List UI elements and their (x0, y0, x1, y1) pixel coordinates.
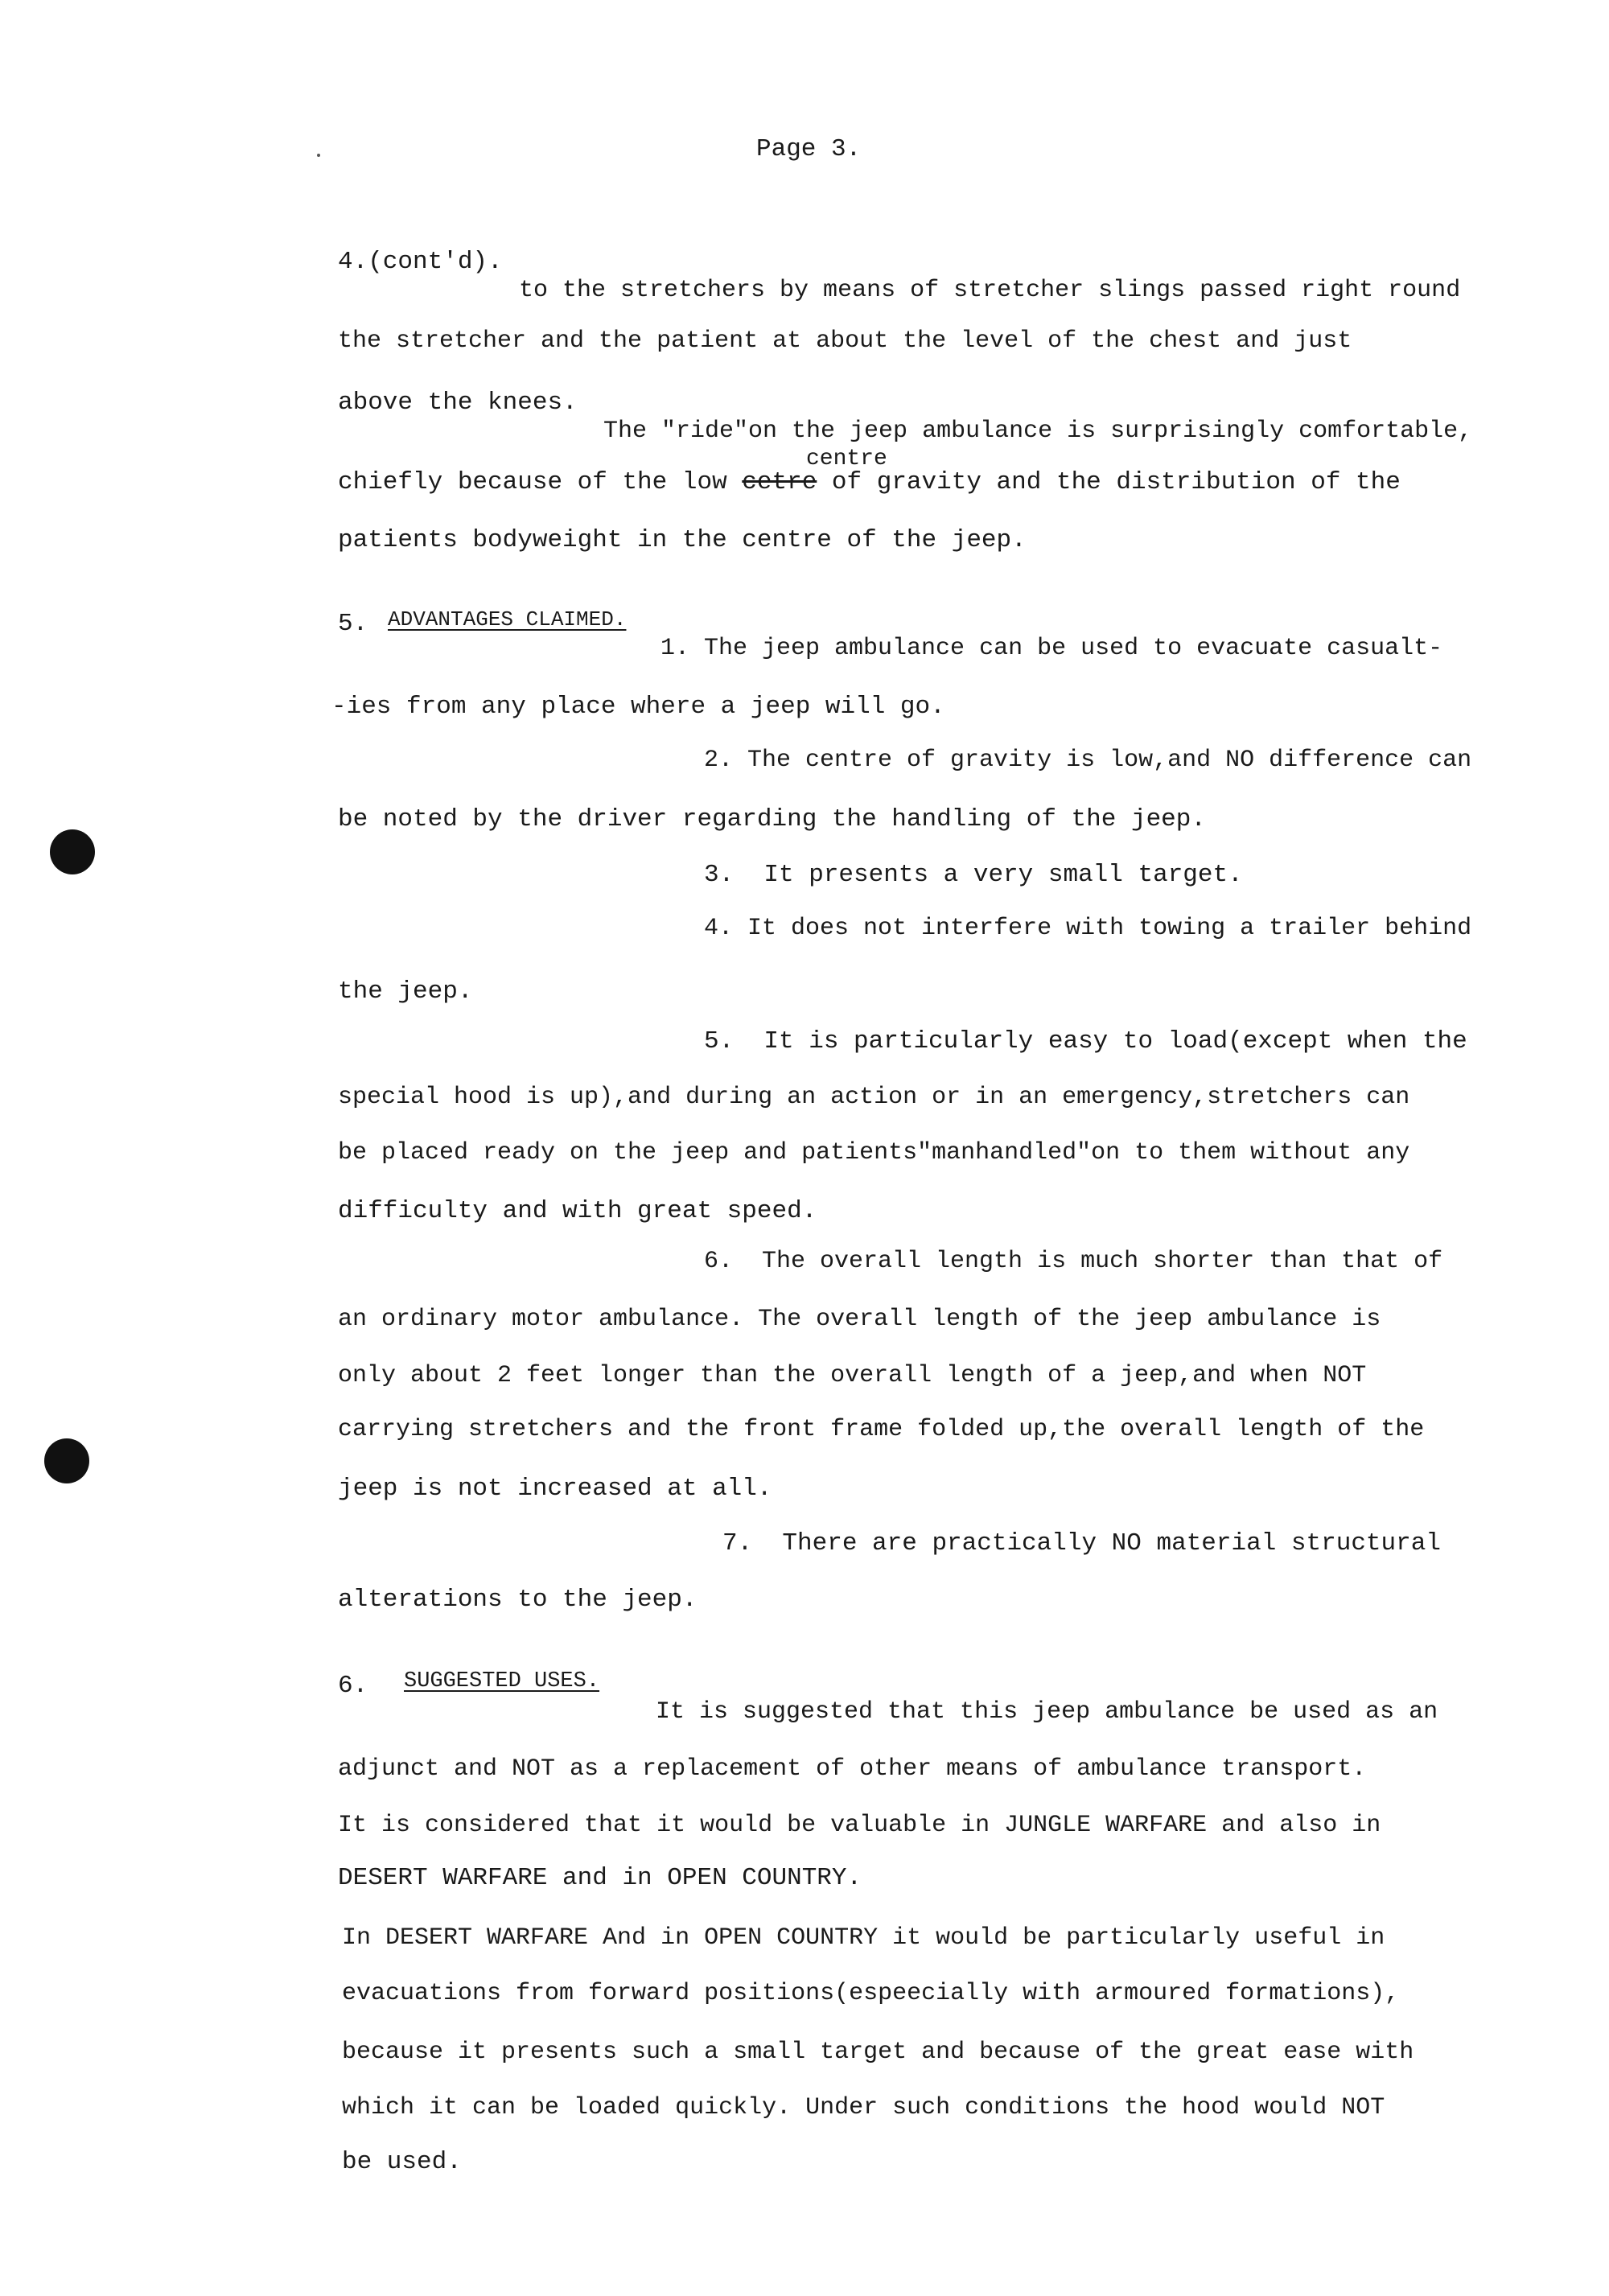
uses-line-4: DESERT WARFARE and in OPEN COUNTRY. (338, 1864, 862, 1892)
uses-line-2: adjunct and NOT as a replacement of other means of ambulance transport. (338, 1755, 1367, 1783)
gravity-line-after: of gravity and the distribution of the (817, 468, 1401, 496)
advantage-line-17: 7. There are practically NO material structural (722, 1529, 1441, 1557)
uses-line-5: In DESERT WARFARE And in OPEN COUNTRY it would be particularly useful in (342, 1924, 1385, 1952)
advantage-line-14: only about 2 feet longer than the overall length of a jeep,and when NOT (338, 1362, 1367, 1389)
advantage-line-8: 5. It is particularly easy to load(except when the (704, 1027, 1467, 1055)
section-4-line-1: to the stretchers by means of stretcher slings passed right round (519, 277, 1461, 304)
advantage-line-4: be noted by the driver regarding the handling of the jeep. (338, 805, 1206, 833)
paper-speck (317, 154, 320, 157)
advantage-line-1: 1. The jeep ambulance can be used to evacuate casualt- (660, 635, 1443, 662)
uses-line-3: It is considered that it would be valuable in JUNGLE WARFARE and also in (338, 1812, 1381, 1839)
advantage-line-3: 2. The centre of gravity is low,and NO difference can (704, 747, 1472, 774)
advantage-line-9: special hood is up),and during an action or in an emergency,stretchers can (338, 1084, 1410, 1111)
advantage-line-13: an ordinary motor ambulance. The overall length of the jeep ambulance is (338, 1306, 1381, 1333)
advantage-line-16: jeep is not increased at all. (338, 1475, 772, 1503)
section-4-last-line: patients bodyweight in the centre of the jeep. (338, 526, 1027, 554)
uses-line-1: It is suggested that this jeep ambulance be used as an (656, 1698, 1438, 1726)
advantage-line-2: -ies from any place where a jeep will go. (331, 693, 945, 721)
section-4-number: 4.(cont'd). (338, 248, 503, 276)
uses-line-7: because it presents such a small target and because of the great ease with (342, 2039, 1414, 2066)
struck-word: cetre (742, 468, 817, 496)
advantage-line-11: difficulty and with great speed. (338, 1197, 817, 1225)
section-5-number: 5. (338, 610, 368, 638)
section-4-ride-line: The "ride"on the jeep ambulance is surprisingly comfortable, (603, 418, 1473, 445)
uses-line-6: evacuations from forward positions(espeecially with armoured formations), (342, 1980, 1400, 2007)
insert-word-centre: centre (806, 446, 887, 471)
advantage-line-15: carrying stretchers and the front frame folded up,the overall length of the (338, 1416, 1425, 1443)
punch-hole-top (50, 829, 95, 874)
advantage-line-6: 4. It does not interfere with towing a trailer behind (704, 915, 1472, 942)
gravity-line-before: chiefly because of the low (338, 468, 743, 496)
section-5-heading: ADVANTAGES CLAIMED. (388, 607, 627, 632)
page-header: Page 3. (756, 135, 862, 163)
section-4-line-2: the stretcher and the patient at about the level of the chest and just (338, 327, 1352, 355)
section-4-gravity-line (338, 470, 1401, 495)
advantage-line-18: alterations to the jeep. (338, 1586, 698, 1614)
punch-hole-bottom (44, 1438, 89, 1483)
advantage-line-7: the jeep. (338, 977, 473, 1006)
advantage-line-10: be placed ready on the jeep and patients"manhandled"on to them without any (338, 1139, 1410, 1167)
section-4-line-3: above the knees. (338, 389, 578, 417)
uses-line-9: be used. (342, 2148, 462, 2176)
uses-line-8: which it can be loaded quickly. Under such conditions the hood would NOT (342, 2094, 1385, 2121)
section-6-heading: SUGGESTED USES. (404, 1669, 600, 1693)
advantage-line-5: 3. It presents a very small target. (704, 861, 1243, 889)
section-6-number: 6. (338, 1672, 368, 1700)
advantage-line-12: 6. The overall length is much shorter than that of (704, 1248, 1443, 1275)
